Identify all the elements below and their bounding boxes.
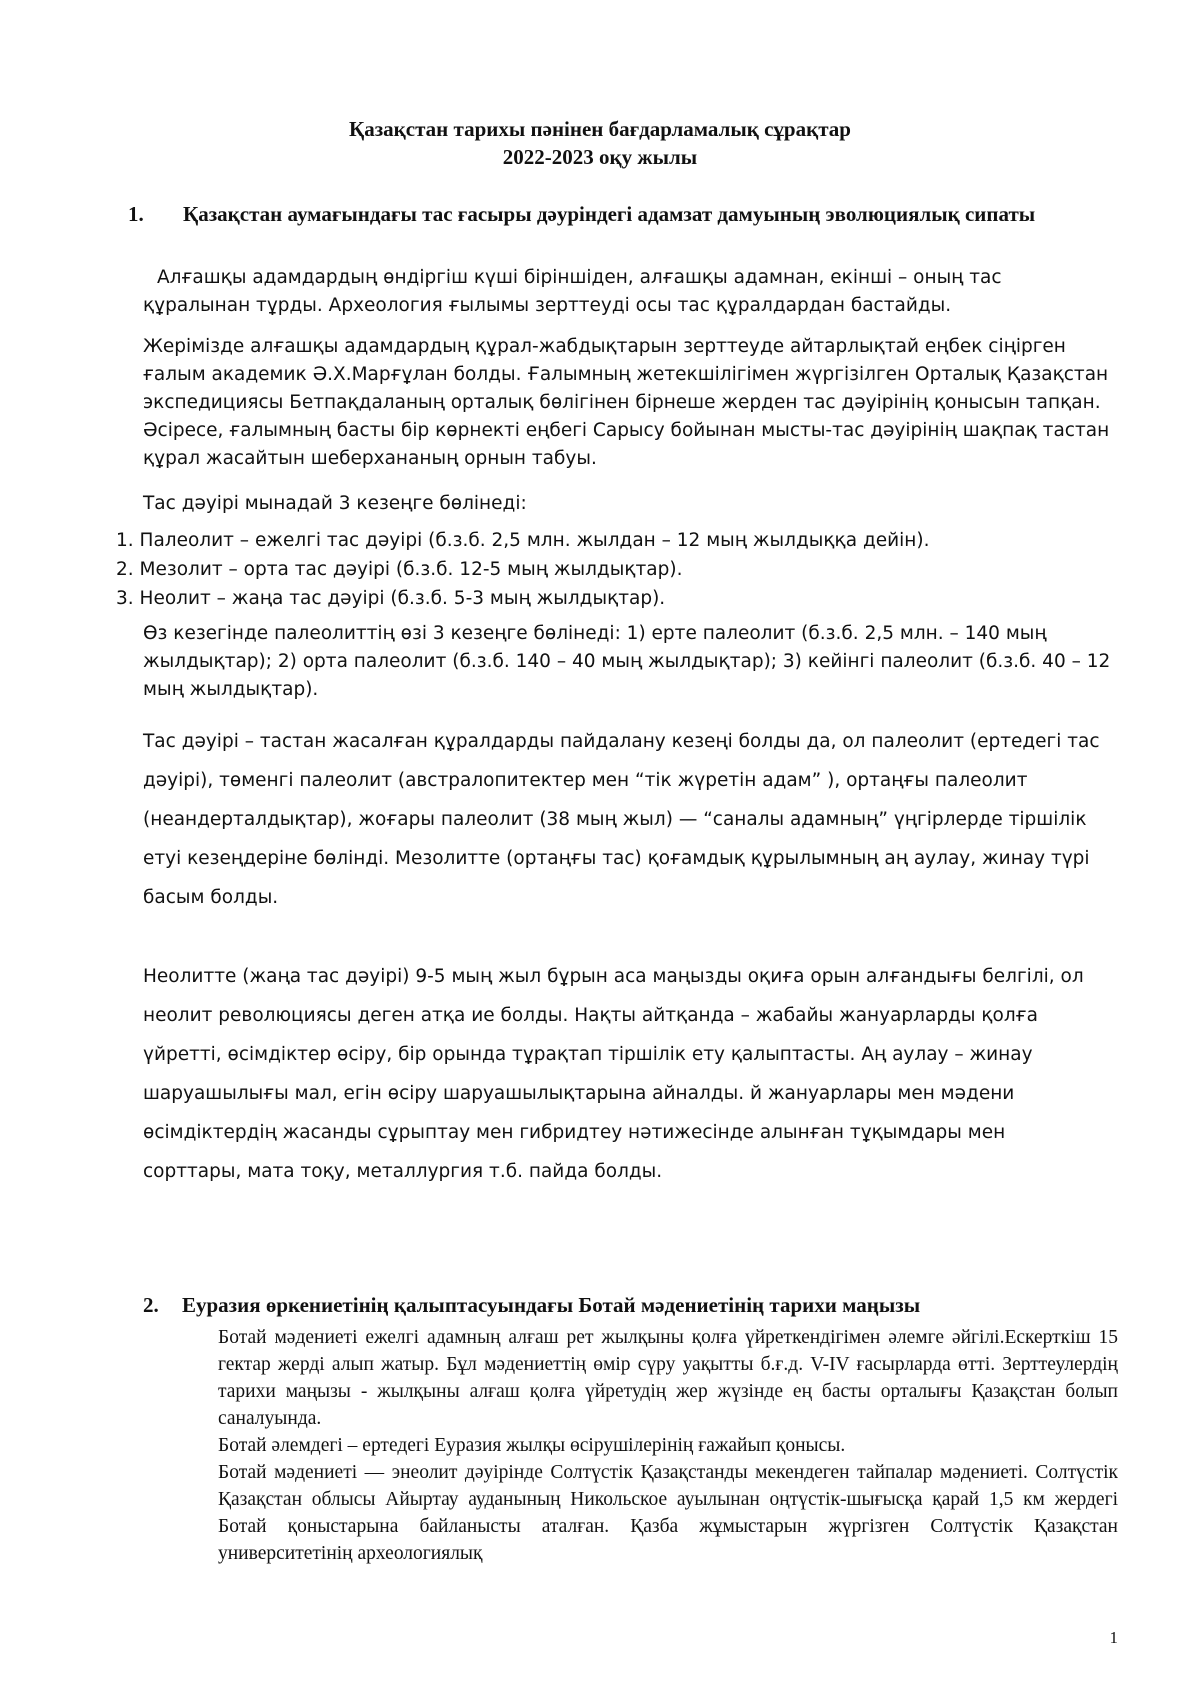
section-2-paragraph-1: Ботай мәдениеті ежелгі адамның алғаш рет жылқыны қолға үйреткендігімен әлемге әйгілі.Ескерткіш 15 гектар жерді алып жатыр. Бұл мәдениеттің өмір сүру уақытты б.ғ.д. V-IV ғасырларда өтті. Зерттеулердің тарихи маңызы - жылқыны алғаш қолға үйретудің жер жүзінде ең басты орталығы Қазақстан болып саналуында.	[218, 1327, 1118, 1429]
list-item: 3. Неолит – жаңа тас дәуірі (б.з.б. 5-3 мың жылдықтар).	[116, 588, 666, 609]
section-1-paragraph-4: Өз кезегінде палеолиттің өзі 3 кезеңге бөлінеді: 1) ерте палеолит (б.з.б. 2,5 млн. – 140 мың жылдықтар); 2) орта палеолит (б.з.б. 140 – 40 мың жылдықтар); 3) кейінгі палеолит (б.з.б. 40 – 12 мың жылдықтар).	[143, 623, 1111, 700]
page-number: 1	[1109, 1628, 1118, 1647]
section-1-paragraph-5: Тас дәуірі – тастан жасалған құралдарды пайдалану кезеңі болды да, ол палеолит (ертедегі тас дәуірі), төменгі палеолит (австралопитектер мен “тік жүретін адам” ), ортаңғы палеолит (неандерталдықтар), жоғары палеолит (38 мың жыл) — “саналы адамның” үңгірлерде тіршілік етуі кезеңдеріне бөлінді. Мезолитте (ортаңғы тас) қоғамдық құрылымның аң аулау, жинау түрі басым болды.	[143, 731, 1100, 908]
list-item: 2. Мезолит – орта тас дәуірі (б.з.б. 12-5 мың жылдықтар).	[116, 559, 683, 580]
section-1-paragraph-2: Жерімізде алғашқы адамдардың құрал-жабдықтарын зерттеуде айтарлықтай еңбек сіңірген ғалым академик Ә.Х.Марғұлан болды. Ғалымның жетекшілігімен жүргізілген Орталық Қазақстан экспедициясы Бетпақдаланың орталық бөлігінен бірнеше жерден тас дәуірінің қонысын тапқан. Әсіресе, ғалымның басты бір көрнекті еңбегі Сарысу бойынан мысты-тас дәуірінің шақпақ тастан құрал жасайтын шеберхананың орнын табуы.	[143, 336, 1110, 469]
academic-year: 2022-2023 оқу жылы	[502, 145, 698, 169]
section-1-paragraph-3: Тас дәуірі мынадай 3 кезеңге бөлінеді:	[143, 493, 527, 514]
section-2-paragraph-3: Ботай мәдениеті — энеолит дәуірінде Солтүстік Қазақстанды мекендеген тайпалар мәдениеті. Солтүстік Қазақстан облысы Айыртау ауданының Никольское ауылынан оңтүстік-шығысқа қарай 1,5 км жердегі Ботай қоныстарына байланысты аталған. Қазба жұмыстарын жүргізген Солтүстік Қазақстан университетінің археологиялық	[218, 1462, 1118, 1564]
section-1-heading: Қазақстан аумағындағы тас ғасыры дәуріндегі адамзат дамуының эволюциялық сипаты	[183, 202, 1036, 226]
document-title: Қазақстан тарихы пәнінен бағдарламалық сұрақтар	[349, 117, 851, 141]
section-2-number: 2.	[143, 1293, 159, 1317]
section-1-paragraph-1: Алғашқы адамдардың өндіргіш күші біріншіден, алғашқы адамнан, екінші – оның тас құралынан тұрды. Археология ғылымы зерттеуді осы тас құралдардан бастайды.	[143, 267, 1002, 316]
section-2-heading: Еуразия өркениетінің қалыптасуындағы Ботай мәдениетінің тарихи маңызы	[182, 1293, 921, 1317]
section-1-number: 1.	[128, 202, 144, 226]
section-2-paragraph-2: Ботай әлемдегі – ертедегі Еуразия жылқы өсірушілерінің ғажайып қонысы.	[218, 1435, 846, 1456]
section-1-paragraph-6: Неолитте (жаңа тас дәуірі) 9-5 мың жыл бұрын аса маңызды оқиға орын алғандығы белгілі, ол неолит революциясы деген атқа ие болды. Нақты айтқанда – жабайы жануарларды қолға үйретті, өсімдіктер өсіру, бір орында тұрақтап тіршілік ету қалыптасты. Аң аулау – жинау шаруашылығы мал, егін өсіру шаруашылықтарына айналды. й жануарлары мен мәдени өсімдіктердің жасанды сұрыптау мен гибридтеу нәтижесінде алынған тұқымдары мен сорттары, мата тоқу, металлургия т.б. пайда болды.	[143, 966, 1084, 1182]
list-item: 1. Палеолит – ежелгі тас дәуірі (б.з.б. 2,5 млн. жылдан – 12 мың жылдыққа дейін).	[116, 530, 930, 551]
